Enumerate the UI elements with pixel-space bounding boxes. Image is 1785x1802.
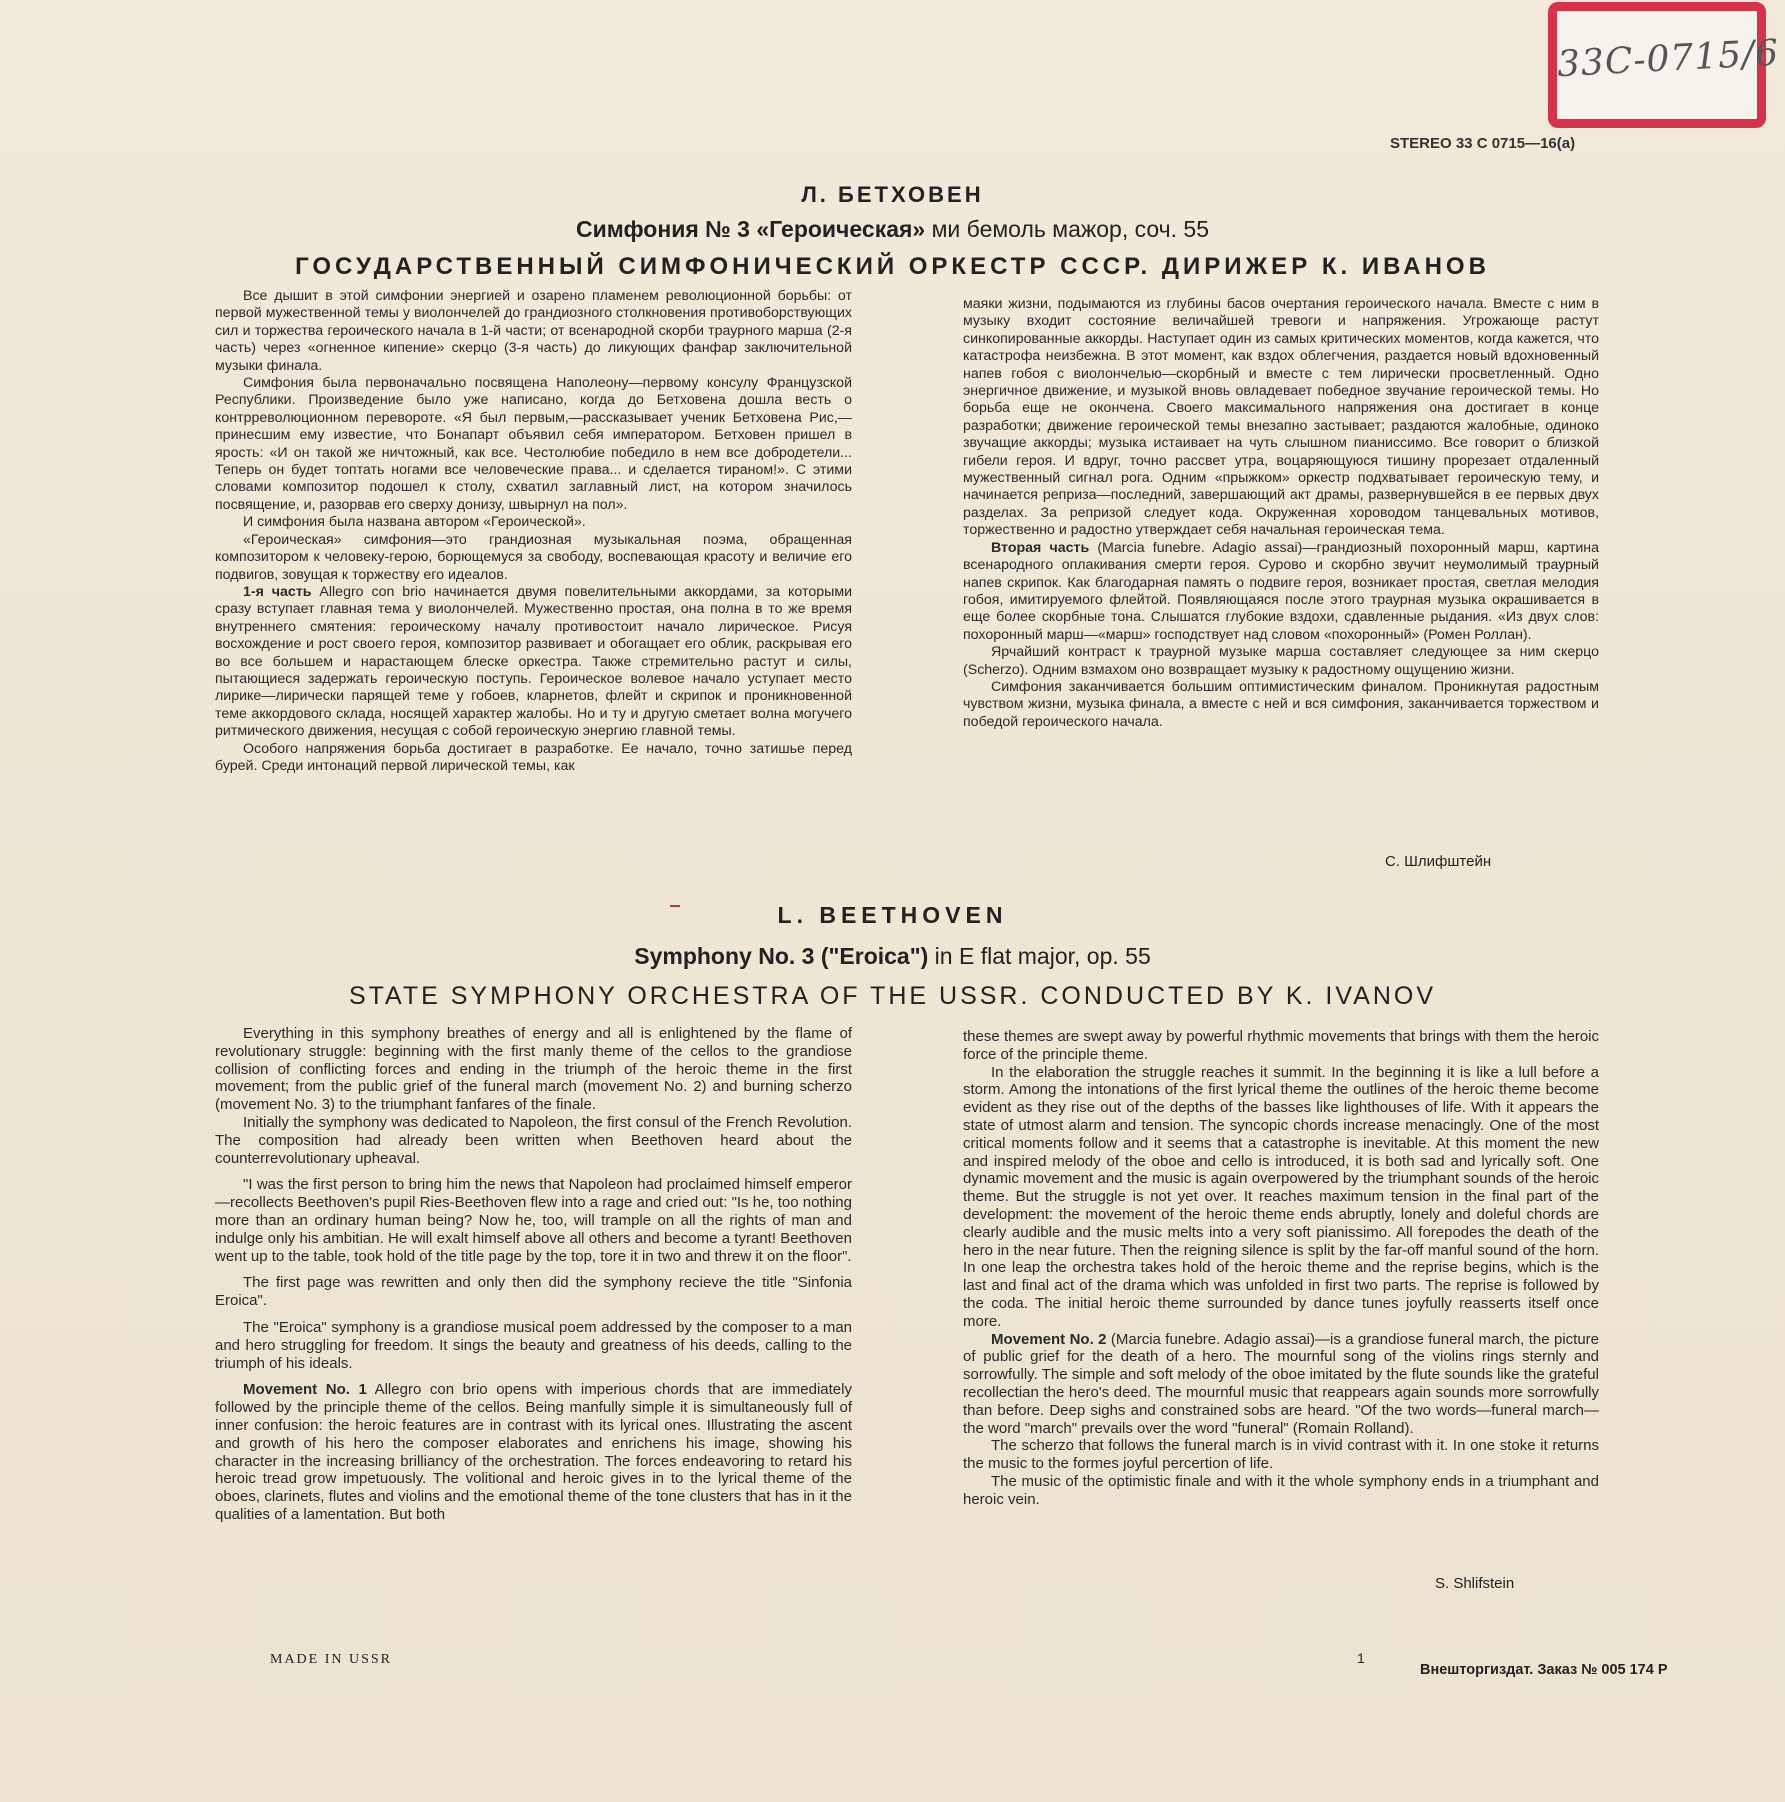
paragraph: Симфония заканчивается большим оптимистическим финалом. Проникнутая радостным чувством жизни, музыка финала, а вместе с ней и вся симфония, заканчивается торжеством и победой героического начала. bbox=[963, 678, 1599, 730]
en-author: L. BEETHOVEN bbox=[777, 902, 1008, 928]
paragraph: Симфония была первоначально посвящена Наполеону—первому консулу Французской Республики. Произведение было уже написано, когда до Бетховена дошла весть о контрреволюционном перевороте. «Я был первым,—рассказывает ученик Бетховена Рис,— принесшим ему известие, что Бонапарт объявил себя императором. Бетховен пришел в ярость: «И он такой же ничтожный, как все. Честолюбие победило в нем все добродетели... Теперь он будет топтать ногами все человеческие права... и сделается тираном!». С этими словами композитор подошел к столу, схватил заглавный лист, на котором значилось посвящение, и, разорвав его сверху донизу, швырнул на пол». bbox=[215, 375, 852, 513]
stamp-handwritten-number: 33С-0715/6 bbox=[1556, 32, 1781, 86]
paragraph: these themes are swept away by powerful rhythmic movements that brings with them the heroic force of the principle theme. bbox=[963, 1028, 1599, 1063]
ru-title bbox=[0, 216, 1785, 243]
ru-title-key: ми бемоль мажор, соч. 55 bbox=[925, 216, 1210, 242]
paragraph: The "Eroica" symphony is a grandiose musical poem addressed by the composer to a man and hero struggling for freedom. It sings the beauty and greatness of his deeds, calling to the triumph of his ideals. bbox=[215, 1318, 852, 1372]
paragraph: Особого напряжения борьба достигает в разработке. Ее начало, точно затишье перед бурей. Среди интонаций первой лирической темы, как bbox=[215, 740, 852, 774]
paragraph: Everything in this symphony breathes of energy and all is enlightened by the flame of revolutionary struggle: beginning with the first manly theme of the cellos to the grandiose collision of conflicting forces and ending in the triumph of the heroic theme in the first movement; from the public grief of the funeral march (movement No. 2) and burning scherzo (movement No. 3) to the triumphant fanfares of the finale. bbox=[215, 1025, 852, 1114]
movement-text: (Marcia funebre. Adagio assai)—грандиозный похоронный марш, картина всенародного оплакивания смерти героя. Сурово и скорбно звучит неумолимый траурный напев скрипок. Как благодарная память о подвиге героя, возникает простая, светлая мелодия гобоя, имитируемого флейтой. Появляющаяся после этого траурная музыка окрашивается в еще более скорбные тона. Слышатся глубокие вздохи, сдавленные рыдания. «Из двух слов: похоронный марш—«марш» господствует над словом «похоронный» (Ромен Роллан). bbox=[963, 539, 1599, 643]
paragraph: Initially the symphony was dedicated to Napoleon, the first consul of the French Revolution. The composition had already been written when Beethoven heard about the counterrevolutionary upheaval. bbox=[215, 1113, 852, 1167]
en-title-key: in E flat major, op. 55 bbox=[928, 943, 1151, 969]
paragraph: The music of the optimistic finale and with it the whole symphony ends in a triumphant and heroic vein. bbox=[963, 1472, 1599, 1508]
paragraph: In the elaboration the struggle reaches it summit. In the beginning it is like a lull before a storm. Among the intonations of the first lyrical theme the outlines of the heroic theme become evident as they rise out of the depths of the basses like lighthouses of life. With it appears the state of utmost alarm and tension. The syncopic chords increase menacingly. One of the most critical moments follow and it seems that a catastrophe is inevitable. At this moment the new and inspired melody of the oboe and cello is introduced, it is both sad and lyrically soft. One dynamic movement and the music is again overpowered by the triumphant sounds of the heroic theme. But the struggle is not yet over. It reaches maximum tension in the final part of the development: the movement of the heroic theme ends abruptly, lonely and doleful chords are clearly audible and the music melts into a very soft pianissimo. All forepodes the death of the hero in the near future. Then the reigning silence is split by the far-off manful sound of the horn. In one leap the orchestra takes hold of the heroic theme and the reprise begins, which is the last and final act of the drama which was unfolded in first two parts. The reprise is followed by the coda. The initial heroic theme surrounded by dance tunes joyfully reasserts itself once more. bbox=[963, 1063, 1599, 1330]
movement-label: 1-я часть bbox=[243, 583, 312, 600]
page-number: 1 bbox=[1357, 1650, 1365, 1666]
en-right-column bbox=[963, 1028, 1599, 1509]
ru-left-column bbox=[215, 288, 852, 775]
en-left-column bbox=[215, 1025, 852, 1524]
paragraph-movement-2 bbox=[963, 540, 1599, 644]
en-signature: S. Shlifstein bbox=[1435, 1575, 1515, 1592]
movement-label: Movement No. 2 bbox=[991, 1330, 1107, 1348]
ru-signature: С. Шлифштейн bbox=[1385, 853, 1492, 870]
paragraph: Все дышит в этой симфонии энергией и озарено пламенем революционной борьбы: от первой мужественной темы у виолончелей до грандиозного столкновения противоборствующих сил и торжества героического начала в 1-й части; от всенародной скорби траурного марша (2-я часть) через «огненное кипение» скерцо (3-я часть) до ликующих фанфар заключительной музыки финала. bbox=[215, 288, 852, 374]
en-title-main: Symphony No. 3 ("Eroica") bbox=[634, 943, 929, 969]
paragraph: The first page was rewritten and only then did the symphony recieve the title "Sinfonia Eroica". bbox=[215, 1274, 852, 1310]
movement-label: Вторая часть bbox=[991, 539, 1090, 556]
paragraph-movement-1 bbox=[215, 1381, 852, 1523]
paragraph-movement-1 bbox=[215, 584, 852, 741]
ru-right-column bbox=[963, 296, 1599, 731]
made-in-label: MADE IN USSR bbox=[270, 1652, 393, 1667]
paragraph: The scherzo that follows the funeral march is in vivid contrast with it. In one stoke it returns the music to the formes joyful percertion of life. bbox=[963, 1437, 1599, 1473]
paragraph: Ярчайший контраст к траурной музыке марша составляет следующее за ним скерцо (Scherzo). Одним взмахом оно возвращает музыку к радостному ощущению жизни. bbox=[963, 644, 1599, 678]
movement-text: (Marcia funebre. Adagio assai)—is a grandiose funeral march, the picture of public grief for the death of a hero. The mournful song of the violins rings sternly and sorrowfully. The simple and soft melody of the oboe imitated by the flute sounds like the grateful recollectian the hero's deed. The mournful music that reappears again sounds more sorrowfully than before. Deep sighs and constrained sobs are heard. "Of the two words—funeral march—the word "march" prevails over the word "funeral" (Romain Rolland). bbox=[963, 1330, 1599, 1437]
en-title bbox=[0, 943, 1785, 970]
paragraph: маяки жизни, подымаются из глубины басов очертания героического начала. Вместе с ним в музыку входит состояние величайшей тревоги и напряжения. Угрожающе растут синкопированные аккорды. Наступает один из самых критических моментов, когда кажется, что катастрофа неизбежна. В этот момент, как вздох облегчения, раздается новый вдохновенный напев гобоя с виолончелью—скорбный и вместе с тем лирически просветленный. Одно энергичное движение, и музыкой вновь овладевает победное звучание героической темы. Но борьба еще не окончена. Своего максимального напряжения она достигает в конце разработки; движение героической темы внезапно застывает; раздаются жалобные, одиноко звучащие аккорды; музыка истаивает на чуть слышном пианиссимо. Все говорит о близкой гибели героя. И вдруг, точно рассвет утра, воцаряющуюся тишину прорезает отдаленный мужественный сигнал рога. Одним «прыжком» оркестр подхватывает героическую тему, и начинается реприза—последний, завершающий акт драмы, развернувшейся в ее первых двух разделах. За репризой следует кода. Окруженная хороводом танцевальных мотивов, торжественно и радостно утверждает себя начальная героическая тема. bbox=[963, 296, 1599, 539]
ru-author: Л. БЕТХОВЕН bbox=[801, 182, 984, 207]
ru-title-main: Симфония № 3 «Героическая» bbox=[575, 216, 926, 242]
en-orchestra: STATE SYMPHONY ORCHESTRA OF THE USSR. CONDUCTED BY K. IVANOV bbox=[348, 982, 1437, 1010]
paragraph: "I was the first person to bring him the news that Napoleon had proclaimed himself emperor—recollects Beethoven's pupil Ries-Beethoven flew into a rage and cried out: "Is he, too nothing more than an ordinary human being? Now he, too, will trample on all the rights of man and indulge only his ambitian. He will exalt himself above all others and become a tyrant! Beethoven went up to the table, took hold of the title page by the top, tore it in two and threw it on the floor". bbox=[215, 1176, 852, 1265]
ru-orchestra: ГОСУДАРСТВЕННЫЙ СИМФОНИЧЕСКИЙ ОРКЕСТР СССР. ДИРИЖЕР К. ИВАНОВ bbox=[295, 253, 1490, 280]
catalog-number: STEREO 33 C 0715—16(a) bbox=[1390, 135, 1576, 152]
movement-text: Allegro con brio начинается двумя повелительными аккордами, за которыми сразу вступает главная тема у виолончелей. Мужественно простая, она полна в то же время внутреннего смятения: героическому началу противостоит начало лирическое. Рисуя восхождение и рост своего героя, композитор развивает и обогащает его облик, раскрывая его во все большем и нарастающем блеске оркестра. Также стремительно растут и силы, пытающиеся задержать героическую поступь. Героическое волевое начало уступает место лирике—лирически парящей теме у гобоев, кларнетов, флейт и скрипок и проникновенной теме аккордового склада, носящей характер жалобы. Но и ту и другую сметает волна могучего ритмического движения, несущая с собой героическую энергию главной темы. bbox=[215, 583, 852, 740]
paragraph: И симфония была названа автором «Героической». bbox=[243, 514, 586, 531]
library-stamp bbox=[1548, 2, 1781, 128]
movement-text: Allegro con brio opens with imperious chords that are immediately followed by the principle theme of the cellos. Being manfully simple it is simultaneously full of inner confusion: the heroic features are in contrast with its lyrical ones. Illustrating the ascent and growth of his hero the composer elaborates and enrichens his image, showing his character in the increasing brilliancy of the orchestration. The forces endeavoring to retard his heroic tread grow impetuously. The volitional and heroic gives in to the lyrical theme of the oboes, clarinets, flutes and violins and the emotional theme of the tone clusters that has in it the qualities of a lamentation. But both bbox=[215, 1381, 852, 1523]
publisher-order: Внешторгиздат. Заказ № 005 174 Р bbox=[1420, 1662, 1668, 1678]
paragraph: «Героическая» симфония—это грандиозная музыкальная поэма, обращенная композитором к человеку-герою, борющемуся за свободу, воспевающая красоту и величие его подвигов, зовущая к торжеству его идеалов. bbox=[215, 531, 852, 583]
movement-label: Movement No. 1 bbox=[243, 1381, 367, 1399]
paragraph-movement-2 bbox=[963, 1331, 1599, 1438]
